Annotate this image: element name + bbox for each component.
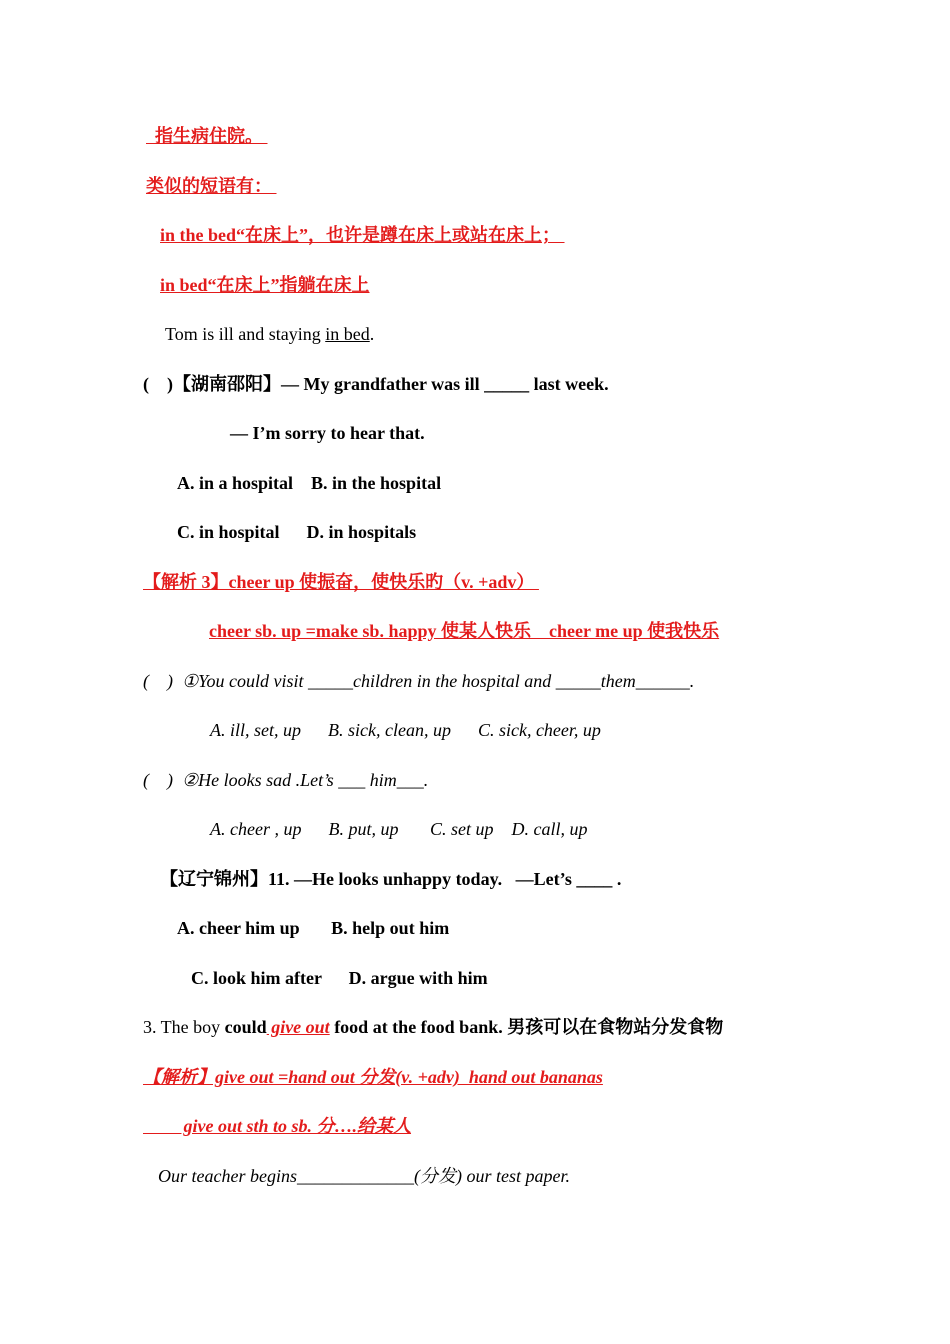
question-liaoning-jinzhou: 【辽宁锦州】11. —He looks unhappy today. —Let’s ____ . bbox=[160, 869, 622, 889]
question-2-options: A. cheer , up B. put, up C. set up D. call, up bbox=[210, 819, 588, 839]
question-1-options: A. ill, set, up B. sick, clean, up C. sick, cheer, up bbox=[210, 720, 601, 740]
analysis-3-cheer-up: 【解析 3】cheer up 使振奋，使快乐旳（v. +adv） bbox=[143, 572, 539, 592]
note-similar-phrases: 类似的短语有： bbox=[146, 176, 277, 196]
analysis-cheer-sb-up: cheer sb. up =make sb. happy 使某人快乐 cheer me up 使我快乐 bbox=[209, 621, 720, 641]
question-options-cd: C. in hospital D. in hospitals bbox=[177, 522, 417, 542]
point-3-could: could bbox=[224, 1017, 267, 1037]
question-1-cheer: ( ) ①You could visit _____children in the hospital and _____them______. bbox=[143, 671, 695, 691]
example-text: Tom is ill and staying bbox=[165, 324, 326, 344]
exercise-give-out: Our teacher begins_____________(分发) our test paper. bbox=[158, 1166, 570, 1186]
question-options-ab: A. in a hospital B. in the hospital bbox=[177, 473, 442, 493]
point-3-rest: food at the food bank. 男孩可以在食物站分发食物 bbox=[329, 1017, 724, 1037]
note-in-bed: in bed“在床上”指躺在床上 bbox=[160, 275, 370, 295]
analysis-give-out: 【解析】give out =hand out 分发(v. +adv) hand out bananas bbox=[143, 1067, 603, 1087]
note-hospital-meaning: 指生病住院。 bbox=[146, 126, 268, 146]
example-period: . bbox=[369, 324, 375, 344]
question-hunan-shaoyang: ( )【湖南邵阳】— My grandfather was ill _____ last week. bbox=[143, 374, 609, 394]
point-3-give-out-phrase: give out bbox=[266, 1017, 330, 1037]
question-liaoning-options-ab: A. cheer him up B. help out him bbox=[177, 918, 450, 938]
note-in-the-bed: in the bed“在床上”，也许是蹲在床上或站在床上； bbox=[160, 225, 565, 245]
example-sentence-bed bbox=[165, 322, 374, 346]
point-3-number: 3. The boy bbox=[143, 1017, 225, 1037]
question-2-cheer: ( ) ②He looks sad .Let’s ___ him___. bbox=[143, 770, 429, 790]
analysis-give-out-sth: give out sth to sb. 分….给某人 bbox=[143, 1116, 412, 1136]
question-reply: — I’m sorry to hear that. bbox=[230, 423, 425, 443]
example-underlined-phrase: in bed bbox=[325, 324, 370, 344]
point-3-give-out bbox=[143, 1015, 723, 1039]
question-liaoning-options-cd: C. look him after D. argue with him bbox=[191, 968, 488, 988]
